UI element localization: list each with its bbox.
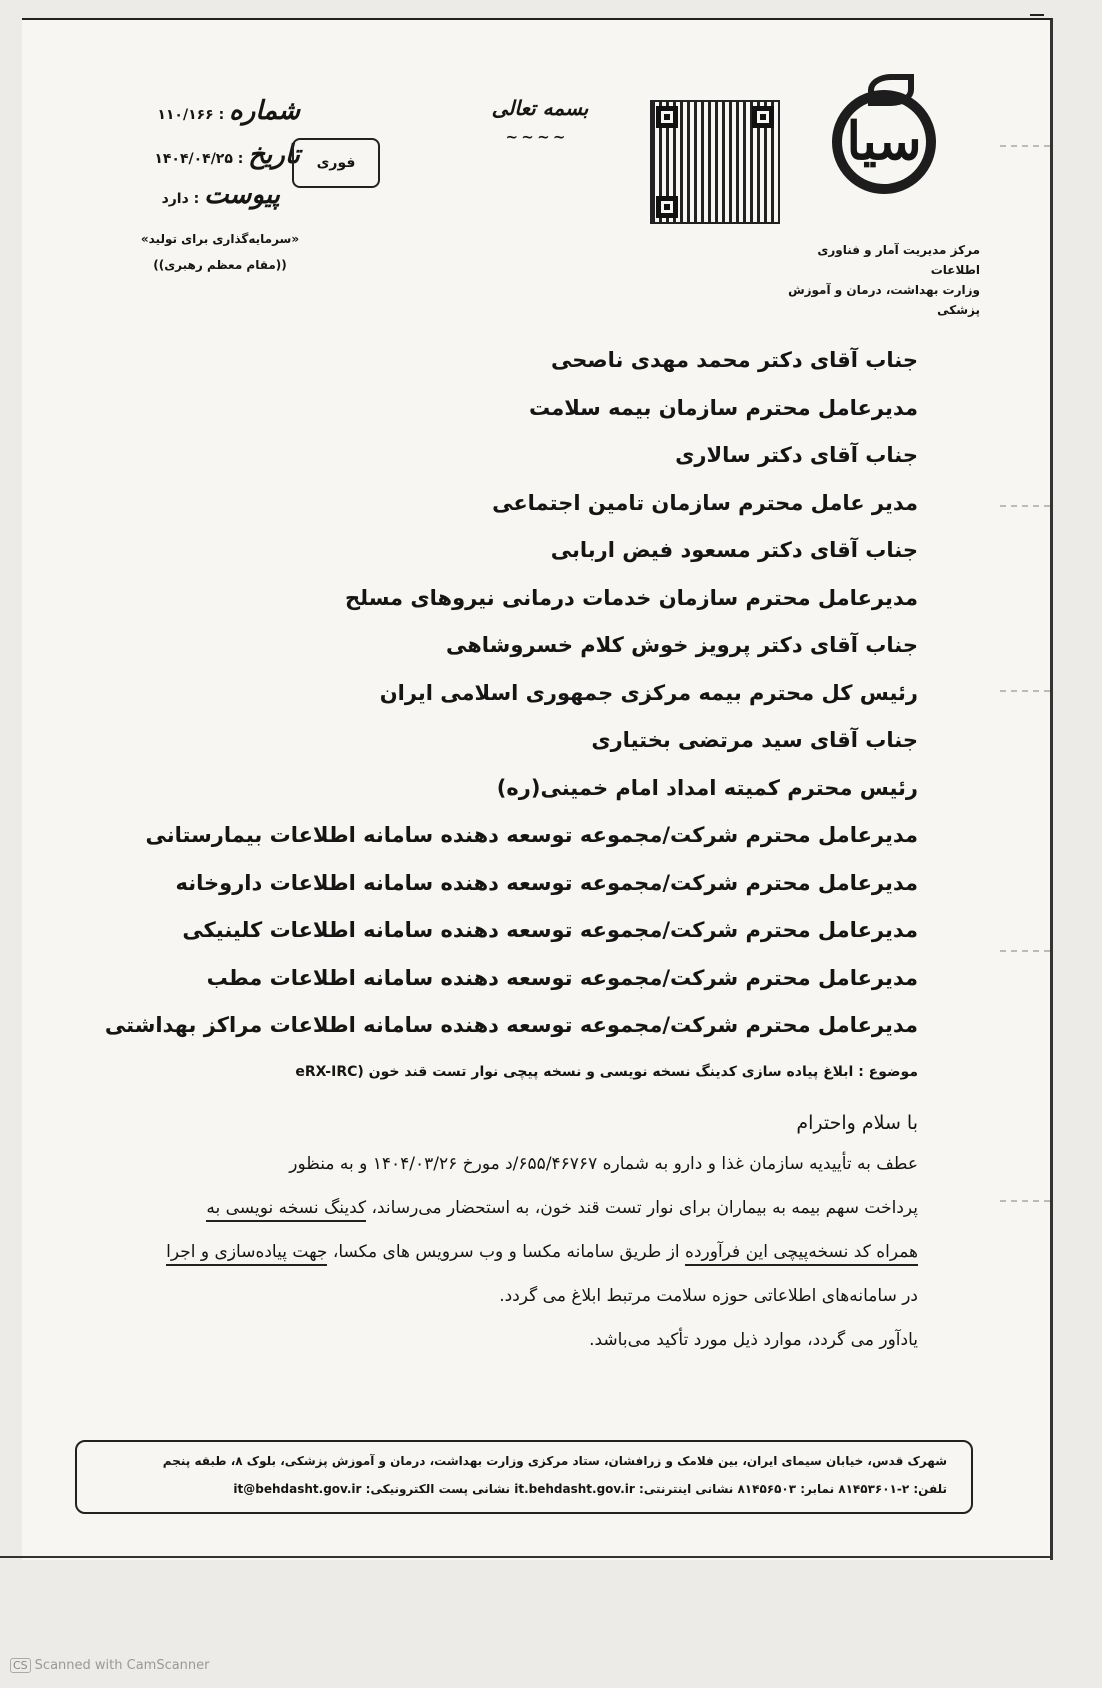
motto-line-1: «سرمایه‌گذاری برای تولید» [140,232,300,246]
calligraphy-slogan-art: ~ ~ ~ ~ [505,128,565,146]
footer-contact: تلفن: ۲-۸۱۴۵۳۶۰۱ نمابر: ۸۱۴۵۶۵۰۳ نشانی اینترنتی: it.behdasht.gov.ir نشانی پست الکترونیکی: it@behdasht.gov.ir [233,1482,947,1496]
margin-mark [1000,145,1050,147]
body-text: پرداخت سهم بیمه به بیماران برای نوار تست قند خون، به استحضار می‌رساند، [366,1198,918,1218]
body-line-3 [166,1238,918,1266]
margin-mark [1000,1200,1050,1202]
recipient-line: جناب آقای دکتر مسعود فیض اربابی [550,538,918,562]
number-value: ۱۱۰/۱۶۶ [157,107,214,123]
qr-finder [656,196,678,218]
date-value: ۱۴۰۴/۰۴/۲۵ [154,151,233,167]
org-line-1: مرکز مدیریت آمار و فناوری اطلاعات [817,243,980,277]
body-line-1: عطف به تأییدیه سازمان غذا و دارو به شماره ۶۵۵/۴۶۷۶۷/د مورخ ۱۴۰۴/۰۳/۲۶ و به منظور [289,1154,918,1174]
camscanner-icon: CS [10,1658,31,1673]
subject-line: موضوع : ابلاغ پیاده سازی کدینگ نسخه نویسی و نسخه پیچی نوار تست قند خون (eRX-IRC [295,1064,918,1080]
date-row: تاریخ : ۱۴۰۴/۰۴/۲۵ [154,140,300,170]
logo-mark: سیا [846,111,922,172]
recipient-line: مدیرعامل محترم شرکت/مجموعه توسعه دهنده سامانه اطلاعات بیمارستانی [145,823,918,847]
footer-box [75,1440,973,1514]
page-bottom-edge [0,1556,1050,1558]
recipient-line: مدیرعامل محترم شرکت/مجموعه توسعه دهنده سامانه اطلاعات داروخانه [175,871,918,895]
urgent-stamp: فوری [292,138,380,188]
recipient-line: مدیرعامل محترم سازمان بیمه سلامت [528,396,918,420]
recipient-line: مدیرعامل محترم سازمان خدمات درمانی نیروهای مسلح [344,586,918,610]
recipient-line: جناب آقای سید مرتضی بختیاری [591,728,918,752]
scanner-label: Scanned with CamScanner [34,1658,210,1673]
number-label: شماره [229,96,300,126]
motto-line-2: ((مقام معظم رهبری)) [153,258,287,272]
number-row: شماره : ۱۱۰/۱۶۶ [157,96,300,126]
recipient-line: مدیرعامل محترم شرکت/مجموعه توسعه دهنده سامانه اطلاعات مطب [206,966,918,990]
page-corner [1030,14,1044,30]
body-line-2 [206,1194,918,1222]
bismillah: بسمه تعالی [491,96,589,120]
recipient-line: رئیس محترم کمیته امداد امام خمینی(ره) [496,776,918,800]
qr-finder [656,106,678,128]
recipient-line: رئیس کل محترم بیمه مرکزی جمهوری اسلامی ایران [379,681,918,705]
qr-finder [752,106,774,128]
recipient-line: جناب آقای دکتر محمد مهدی ناصحی [551,348,918,372]
body-text: از طریق سامانه مکسا و وب سرویس های مکسا، [327,1242,686,1262]
org-line-2: وزارت بهداشت، درمان و آموزش پزشکی [788,283,980,317]
date-label: تاریخ [248,140,300,170]
qr-code-icon [650,100,780,224]
margin-mark [1000,950,1050,952]
underlined-text: جهت پیاده‌سازی و اجرا [166,1242,327,1266]
scanner-watermark [10,1658,210,1673]
body-line-4: در سامانه‌های اطلاعاتی حوزه سلامت مرتبط ابلاغ می گردد. [499,1286,918,1306]
organization-name [780,240,980,320]
ministry-logo [832,90,936,194]
recipient-line: مدیر عامل محترم سازمان تامین اجتماعی [492,491,918,515]
attachment-value: دارد [161,191,189,207]
logo-leaf-icon [868,74,914,106]
margin-mark [1000,690,1050,692]
underlined-text: همراه کد نسخه‌پیچی این فرآورده [685,1242,918,1266]
underlined-text: کدینگ نسخه نویسی به [206,1198,366,1222]
footer-address: شهرک قدس، خیابان سیمای ایران، بین فلامک و زرافشان، ستاد مرکزی وزارت بهداشت، درمان و آموزش پزشکی، بلوک ۸، طبقه پنجم [162,1454,947,1468]
attachment-row: پیوست : دارد [161,180,280,210]
margin-mark [1000,505,1050,507]
recipient-line: جناب آقای دکتر پرویز خوش کلام خسروشاهی [445,633,918,657]
recipient-line: مدیرعامل محترم شرکت/مجموعه توسعه دهنده سامانه اطلاعات مراکز بهداشتی [104,1013,918,1037]
greeting: با سلام واحترام [796,1112,918,1134]
recipient-line: مدیرعامل محترم شرکت/مجموعه توسعه دهنده سامانه اطلاعات کلینیکی [182,918,918,942]
body-line-5: یادآور می گردد، موارد ذیل مورد تأکید می‌باشد. [589,1330,918,1350]
recipient-line: جناب آقای دکتر سالاری [675,443,918,467]
attachment-label: پیوست [204,180,280,210]
